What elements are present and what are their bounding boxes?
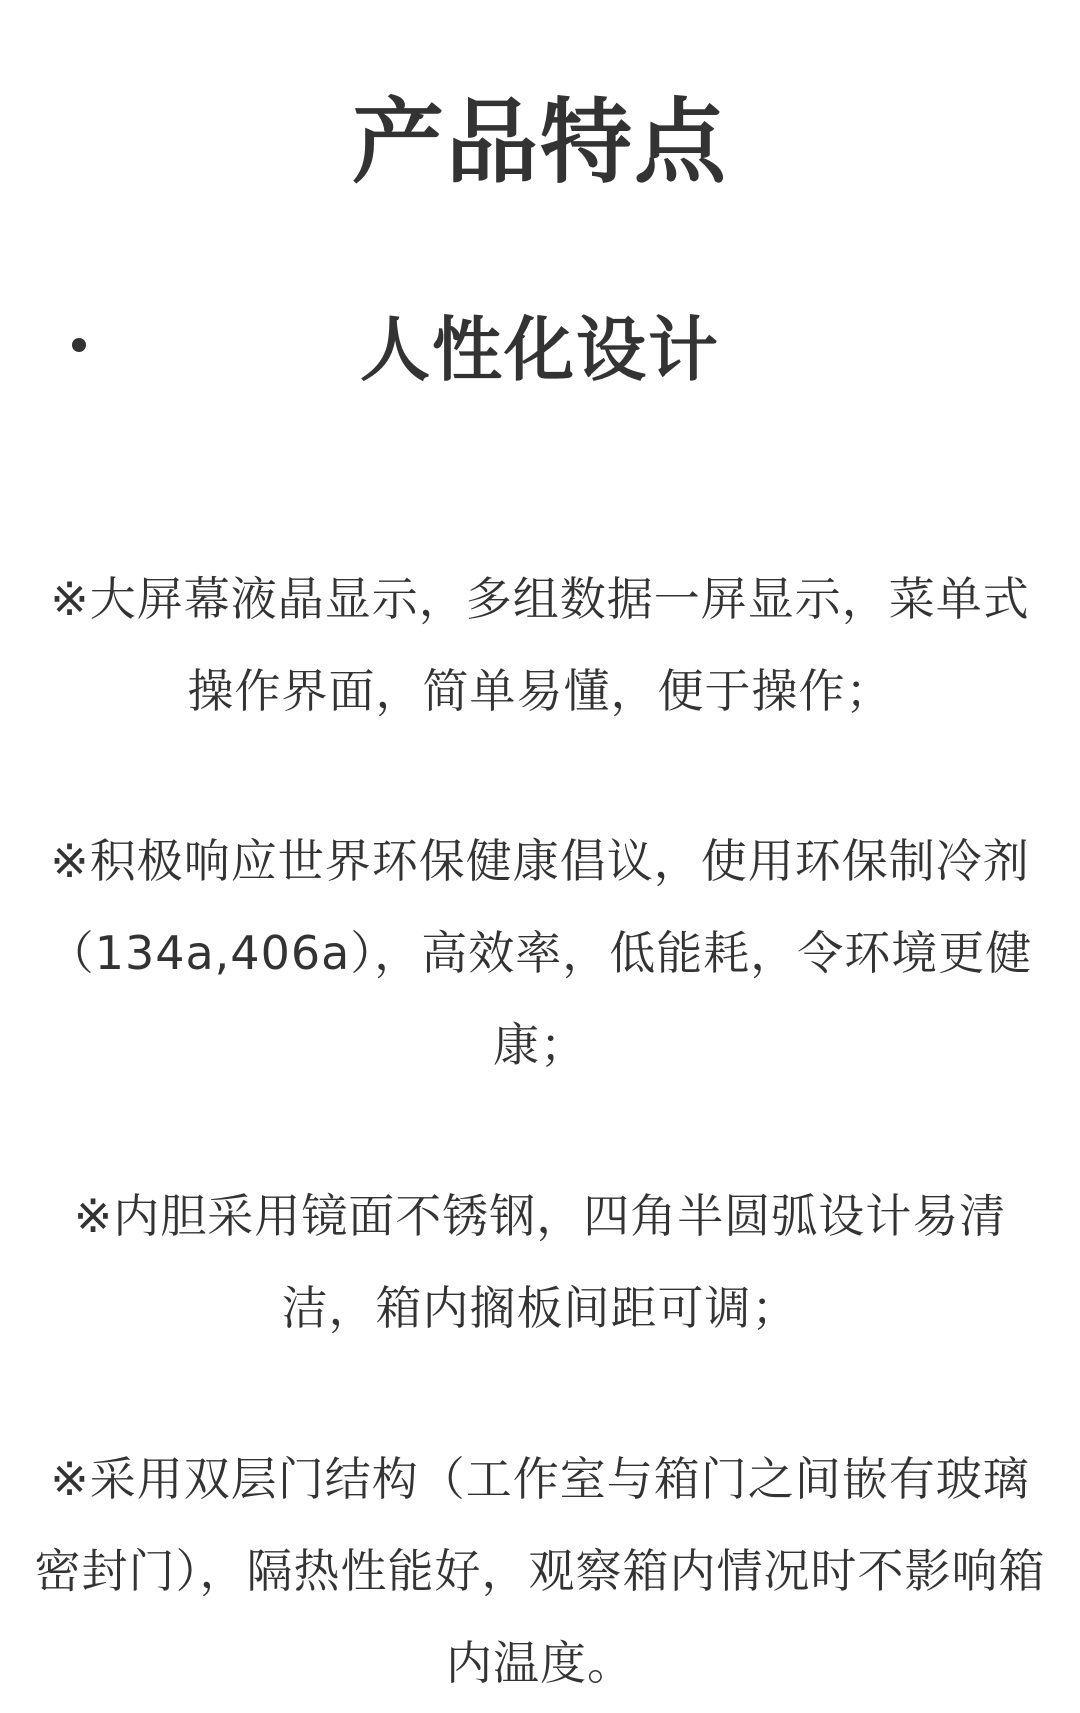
bullet-icon: [72, 338, 86, 352]
section-heading: 人性化设计: [360, 309, 720, 391]
feature-paragraph-door: ※采用双层门结构（工作室与箱门之间嵌有玻璃密封门），隔热性能好，观察箱内情况时不影响箱内温度。: [34, 1452, 1046, 1690]
section-heading-row: [0, 310, 1080, 390]
page-title: 产品特点: [351, 89, 728, 196]
feature-paragraph-refrigerant: ※积极响应世界环保健康倡议，使用环保制冷剂（134a,406a），高效率，低能耗，令环境更健康；: [47, 834, 1033, 1072]
feature-paragraph-display: ※大屏幕液晶显示，多组数据一屏显示，菜单式操作界面，简单易懂，便于操作；: [50, 572, 1030, 718]
feature-paragraph-liner: ※内胆采用镜面不锈钢，四角半圆弧设计易清洁，箱内搁板间距可调；: [73, 1189, 1007, 1335]
